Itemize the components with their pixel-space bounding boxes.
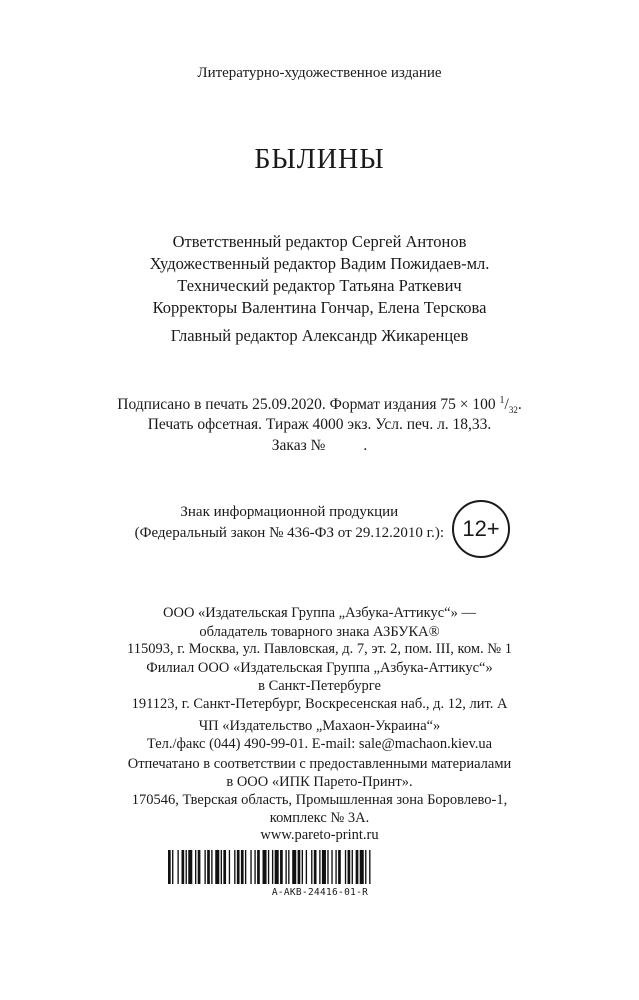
barcode-image xyxy=(168,850,472,884)
subtitle: Литературно-художественное издание xyxy=(197,65,442,81)
editor-line: Технический редактор Татьяна Раткевич xyxy=(177,276,462,295)
branch-address: 191123, г. Санкт-Петербург, Воскресенская наб., д. 12, лит. А xyxy=(131,696,508,712)
order-label: Заказ № xyxy=(271,437,326,454)
book-title: БЫЛИНЫ xyxy=(254,144,385,175)
barcode-bar xyxy=(250,850,251,884)
barcode-bar xyxy=(234,850,235,884)
printer-address: комплекс № 3А. xyxy=(269,810,370,826)
barcode-bar xyxy=(241,850,244,884)
printer-address: 170546, Тверская область, Промышленная зона Боровлево-1, xyxy=(131,792,508,808)
barcode-bar xyxy=(288,850,289,884)
barcode-bar xyxy=(268,850,269,884)
print-info-line: Подписано в печать 25.09.2020. Формат издания 75 × 100 $^1/_{32}$. xyxy=(117,395,522,416)
barcode-bar xyxy=(306,850,307,884)
printer-line: в ООО «ИПК Парето-Принт». xyxy=(226,774,413,790)
publisher-line: обладатель товарного знака АЗБУКА® xyxy=(199,624,440,640)
chief-editor-line: Главный редактор Александр Жикаренцев xyxy=(170,326,469,345)
printer-website: www.pareto-print.ru xyxy=(260,827,379,843)
order-line: Заказ № . xyxy=(271,437,368,454)
barcode-bar xyxy=(356,850,359,884)
publisher-line: ООО «Издательская Группа „Азбука-Аттикус“» — xyxy=(163,605,476,621)
barcode-bar xyxy=(257,850,260,884)
barcode-bar xyxy=(221,850,222,884)
barcode-bar xyxy=(215,850,219,884)
barcode-bar xyxy=(195,850,196,884)
printer-line: Отпечатано в соответствии с предоставленными материалами xyxy=(127,756,512,772)
barcode-bar xyxy=(207,850,210,884)
barcode-bar xyxy=(172,850,173,884)
barcode-code: A-AKB-24416-01-R xyxy=(271,887,369,898)
barcode-bar xyxy=(365,850,366,884)
barcode-bar xyxy=(369,850,370,884)
barcode-bar xyxy=(275,850,279,884)
barcode-bar xyxy=(338,850,341,884)
barcode-bar xyxy=(298,850,301,884)
format-fraction: $^1/_{32}$ xyxy=(499,395,518,416)
barcode-bar xyxy=(182,850,185,884)
barcode-bar xyxy=(302,850,303,884)
barcode-bar xyxy=(177,850,178,884)
barcode-block xyxy=(168,850,472,898)
barcode-bar xyxy=(223,850,226,884)
barcode-bar xyxy=(327,850,328,884)
barcode-bar xyxy=(186,850,187,884)
barcode-bar xyxy=(319,850,320,884)
barcode-bar xyxy=(211,850,212,884)
barcode-bar xyxy=(314,850,317,884)
editor-line: Ответственный редактор Сергей Антонов xyxy=(172,232,467,251)
barcode-bar xyxy=(280,850,283,884)
age-rating-badge: 12+ xyxy=(452,500,510,558)
branch-line: в Санкт-Петербурге xyxy=(258,678,381,694)
branch-line: Филиал ООО «Издательская Группа „Азбука-Аттикус“» xyxy=(146,660,493,676)
barcode-bar xyxy=(204,850,205,884)
barcode-bar xyxy=(237,850,240,884)
barcode-bar xyxy=(245,850,246,884)
contact-line: Тел./факс (044) 490-99-01. E-mail: sale@machaon.kiev.ua xyxy=(146,736,493,752)
barcode-bar xyxy=(229,850,230,884)
barcode-bar xyxy=(311,850,312,884)
barcode-bar xyxy=(360,850,364,884)
barcode-bar xyxy=(292,850,296,884)
print-run-line: Печать офсетная. Тираж 4000 экз. Усл. печ. л. 18,33. xyxy=(147,416,492,433)
ukraine-publisher: ЧП «Издательство „Махаон-Украина“» xyxy=(198,718,441,734)
barcode-bar xyxy=(168,850,171,884)
barcode-bar xyxy=(198,850,201,884)
barcode-bar xyxy=(345,850,346,884)
barcode-bar xyxy=(331,850,332,884)
barcode-bar xyxy=(263,850,267,884)
barcode-bar xyxy=(254,850,255,884)
age-rating-block xyxy=(0,500,639,560)
age-rating-text: Знак информационной продукции (Федеральный закон № 436-ФЗ от 29.12.2010 г.): xyxy=(134,504,444,541)
print-info-text: Подписано в печать 25.09.2020. Формат издания 75 × 100 xyxy=(117,396,500,414)
barcode-bar xyxy=(322,850,326,884)
barcode-bar xyxy=(352,850,353,884)
editor-line: Корректоры Валентина Гончар, Елена Терскова xyxy=(152,298,487,317)
barcode-bar xyxy=(188,850,192,884)
barcode-bar xyxy=(348,850,351,884)
barcode-bar xyxy=(285,850,286,884)
barcode-bar xyxy=(272,850,273,884)
editor-line: Художественный редактор Вадим Пожидаев-мл. xyxy=(149,254,490,273)
barcode-bar xyxy=(335,850,336,884)
publisher-address: 115093, г. Москва, ул. Павловская, д. 7, эт. 2, пом. III, ком. № 1 xyxy=(127,641,512,657)
